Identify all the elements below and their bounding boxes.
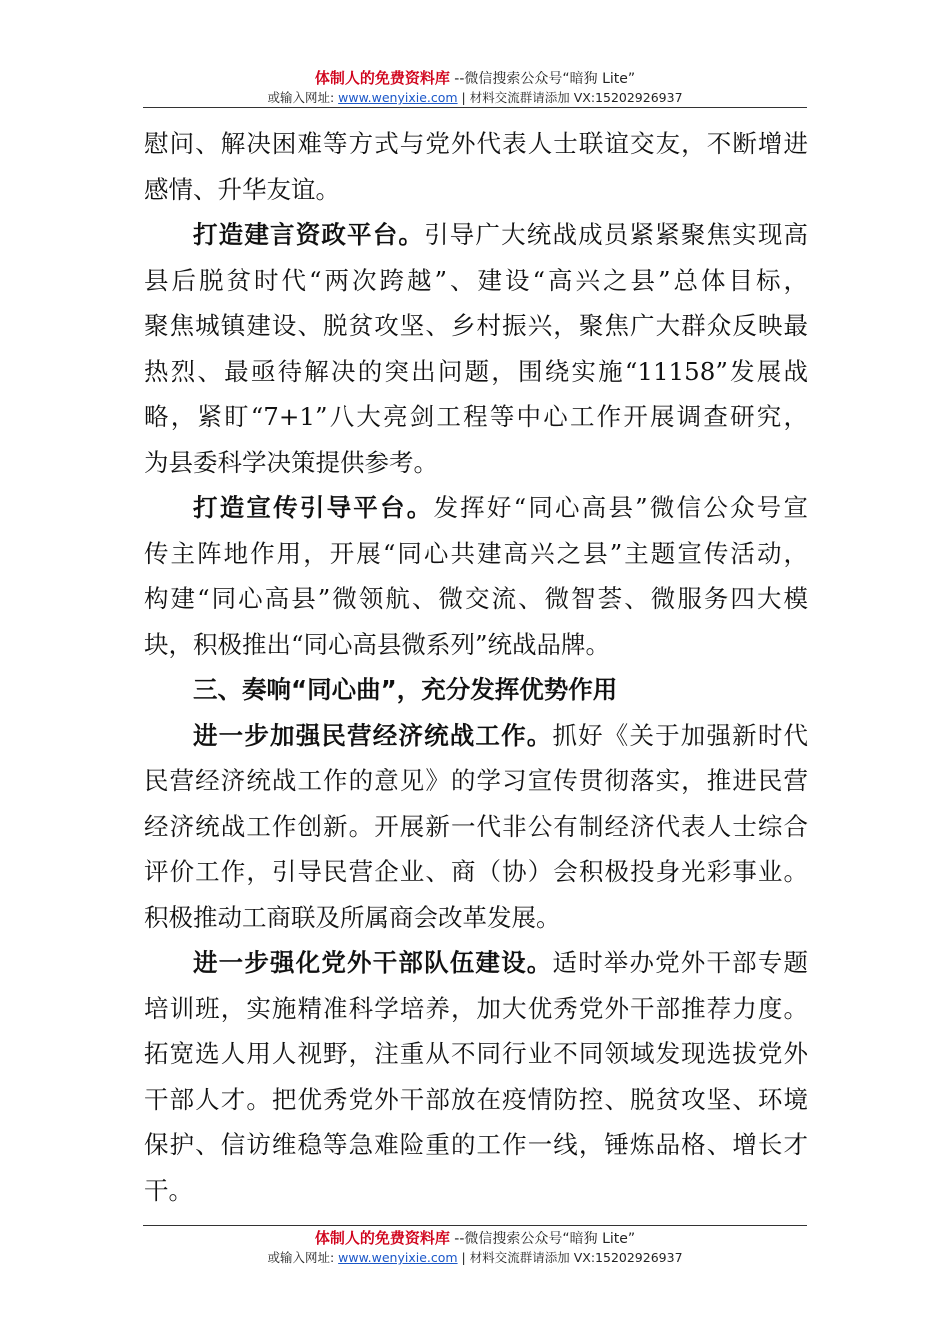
text-line: 干。: [144, 1175, 193, 1205]
header-url-link[interactable]: www.wenyixie.com: [338, 90, 458, 105]
text-line: 干部人才。把优秀党外干部放在疫情防控、脱贫攻坚、环境: [144, 1084, 808, 1114]
header-contact: | 材料交流群请添加 VX:15202926937: [457, 90, 683, 105]
text-line: 慰问、解决困难等方式与党外代表人士联谊交友，不断增进: [144, 129, 808, 158]
text-line: 积极推动工商联及所属商会改革发展。: [144, 902, 561, 932]
header-divider: [143, 107, 807, 108]
header-banner: [0, 68, 950, 107]
header-line-1: [0, 68, 950, 89]
paragraph-4: [144, 940, 808, 1213]
footer-tagline: --微信搜索公众号“暗狗 Lite”: [449, 1231, 636, 1247]
paragraph-1: [144, 212, 808, 485]
text-run: 抓好《关于加强新时代: [552, 720, 809, 750]
text-line: 略，紧盯“7+1”八大亮剑工程等中心工作开展调查研究，: [144, 402, 808, 431]
paragraph-lead: 打造建言资政平台。: [193, 220, 425, 249]
text-line: [144, 713, 808, 759]
text-line: 块，积极推出“同心高县微系列”统战品牌。: [144, 629, 611, 659]
text-line: 感情、升华友谊。: [144, 174, 340, 204]
section-heading: 三、奏响“同心曲”，充分发挥优势作用: [193, 675, 618, 704]
paragraph-lead: 打造宣传引导平台。: [193, 493, 434, 522]
paragraph-lead: 进一步加强民营经济统战工作。: [193, 720, 553, 750]
text-line: [144, 212, 808, 258]
text-line: 民营经济统战工作的意见》的学习宣传贯彻落实，推进民营: [144, 766, 808, 795]
text-line: 县后脱贫时代“两次跨越”、建设“高兴之县”总体目标，: [144, 265, 808, 295]
paragraph-0: [144, 121, 808, 212]
footer-banner: [0, 1228, 950, 1267]
header-url-prefix: 或输入网址:: [267, 90, 339, 105]
footer-line-1: [0, 1228, 950, 1249]
text-line: 热烈、最亟待解决的突出问题，围绕实施“11158”发展战: [144, 356, 808, 386]
text-line: 经济统战工作创新。开展新一代非公有制经济代表人士综合: [144, 811, 808, 841]
text-line: 保护、信访维稳等急难险重的工作一线，锤炼品格、增长才: [144, 1130, 808, 1159]
text-run: 引导广大统战成员紧紧聚焦实现高: [424, 220, 809, 249]
header-line-2: [0, 89, 950, 107]
text-line: 聚焦城镇建设、脱贫攻坚、乡村振兴，聚焦广大群众反映最: [144, 311, 808, 340]
footer-url-prefix: 或输入网址:: [267, 1250, 339, 1265]
footer-contact: | 材料交流群请添加 VX:15202926937: [457, 1250, 683, 1265]
text-line: [144, 485, 808, 531]
header-brand: 体制人的免费资料库: [314, 69, 450, 87]
footer-divider: [143, 1225, 807, 1226]
paragraph-2: [144, 485, 808, 667]
text-line: 为县委科学决策提供参考。: [144, 447, 438, 477]
text-line: 传主阵地作用，开展“同心共建高兴之县”主题宣传活动，: [144, 538, 808, 568]
document-body: [144, 121, 808, 1213]
footer-brand: 体制人的免费资料库: [314, 1229, 450, 1247]
header-tagline: --微信搜索公众号“暗狗 Lite”: [449, 71, 636, 87]
text-line: 评价工作，引导民营企业、商（协）会积极投身光彩事业。: [144, 857, 808, 886]
text-run: 适时举办党外干部专题: [552, 948, 809, 977]
paragraph-3: [144, 713, 808, 941]
footer-line-2: [0, 1249, 950, 1267]
paragraph-lead: 进一步强化党外干部队伍建设。: [193, 948, 553, 977]
text-line: 构建“同心高县”微领航、微交流、微智荟、微服务四大模: [144, 584, 808, 613]
text-line: 拓宽选人用人视野，注重从不同行业不同领域发现选拔党外: [144, 1039, 808, 1068]
text-line: 培训班，实施精准科学培养，加大优秀党外干部推荐力度。: [144, 993, 808, 1023]
text-run: 发挥好“同心高县”微信公众号宣: [433, 493, 808, 522]
text-line: [144, 940, 808, 986]
footer-url-link[interactable]: www.wenyixie.com: [338, 1250, 458, 1265]
